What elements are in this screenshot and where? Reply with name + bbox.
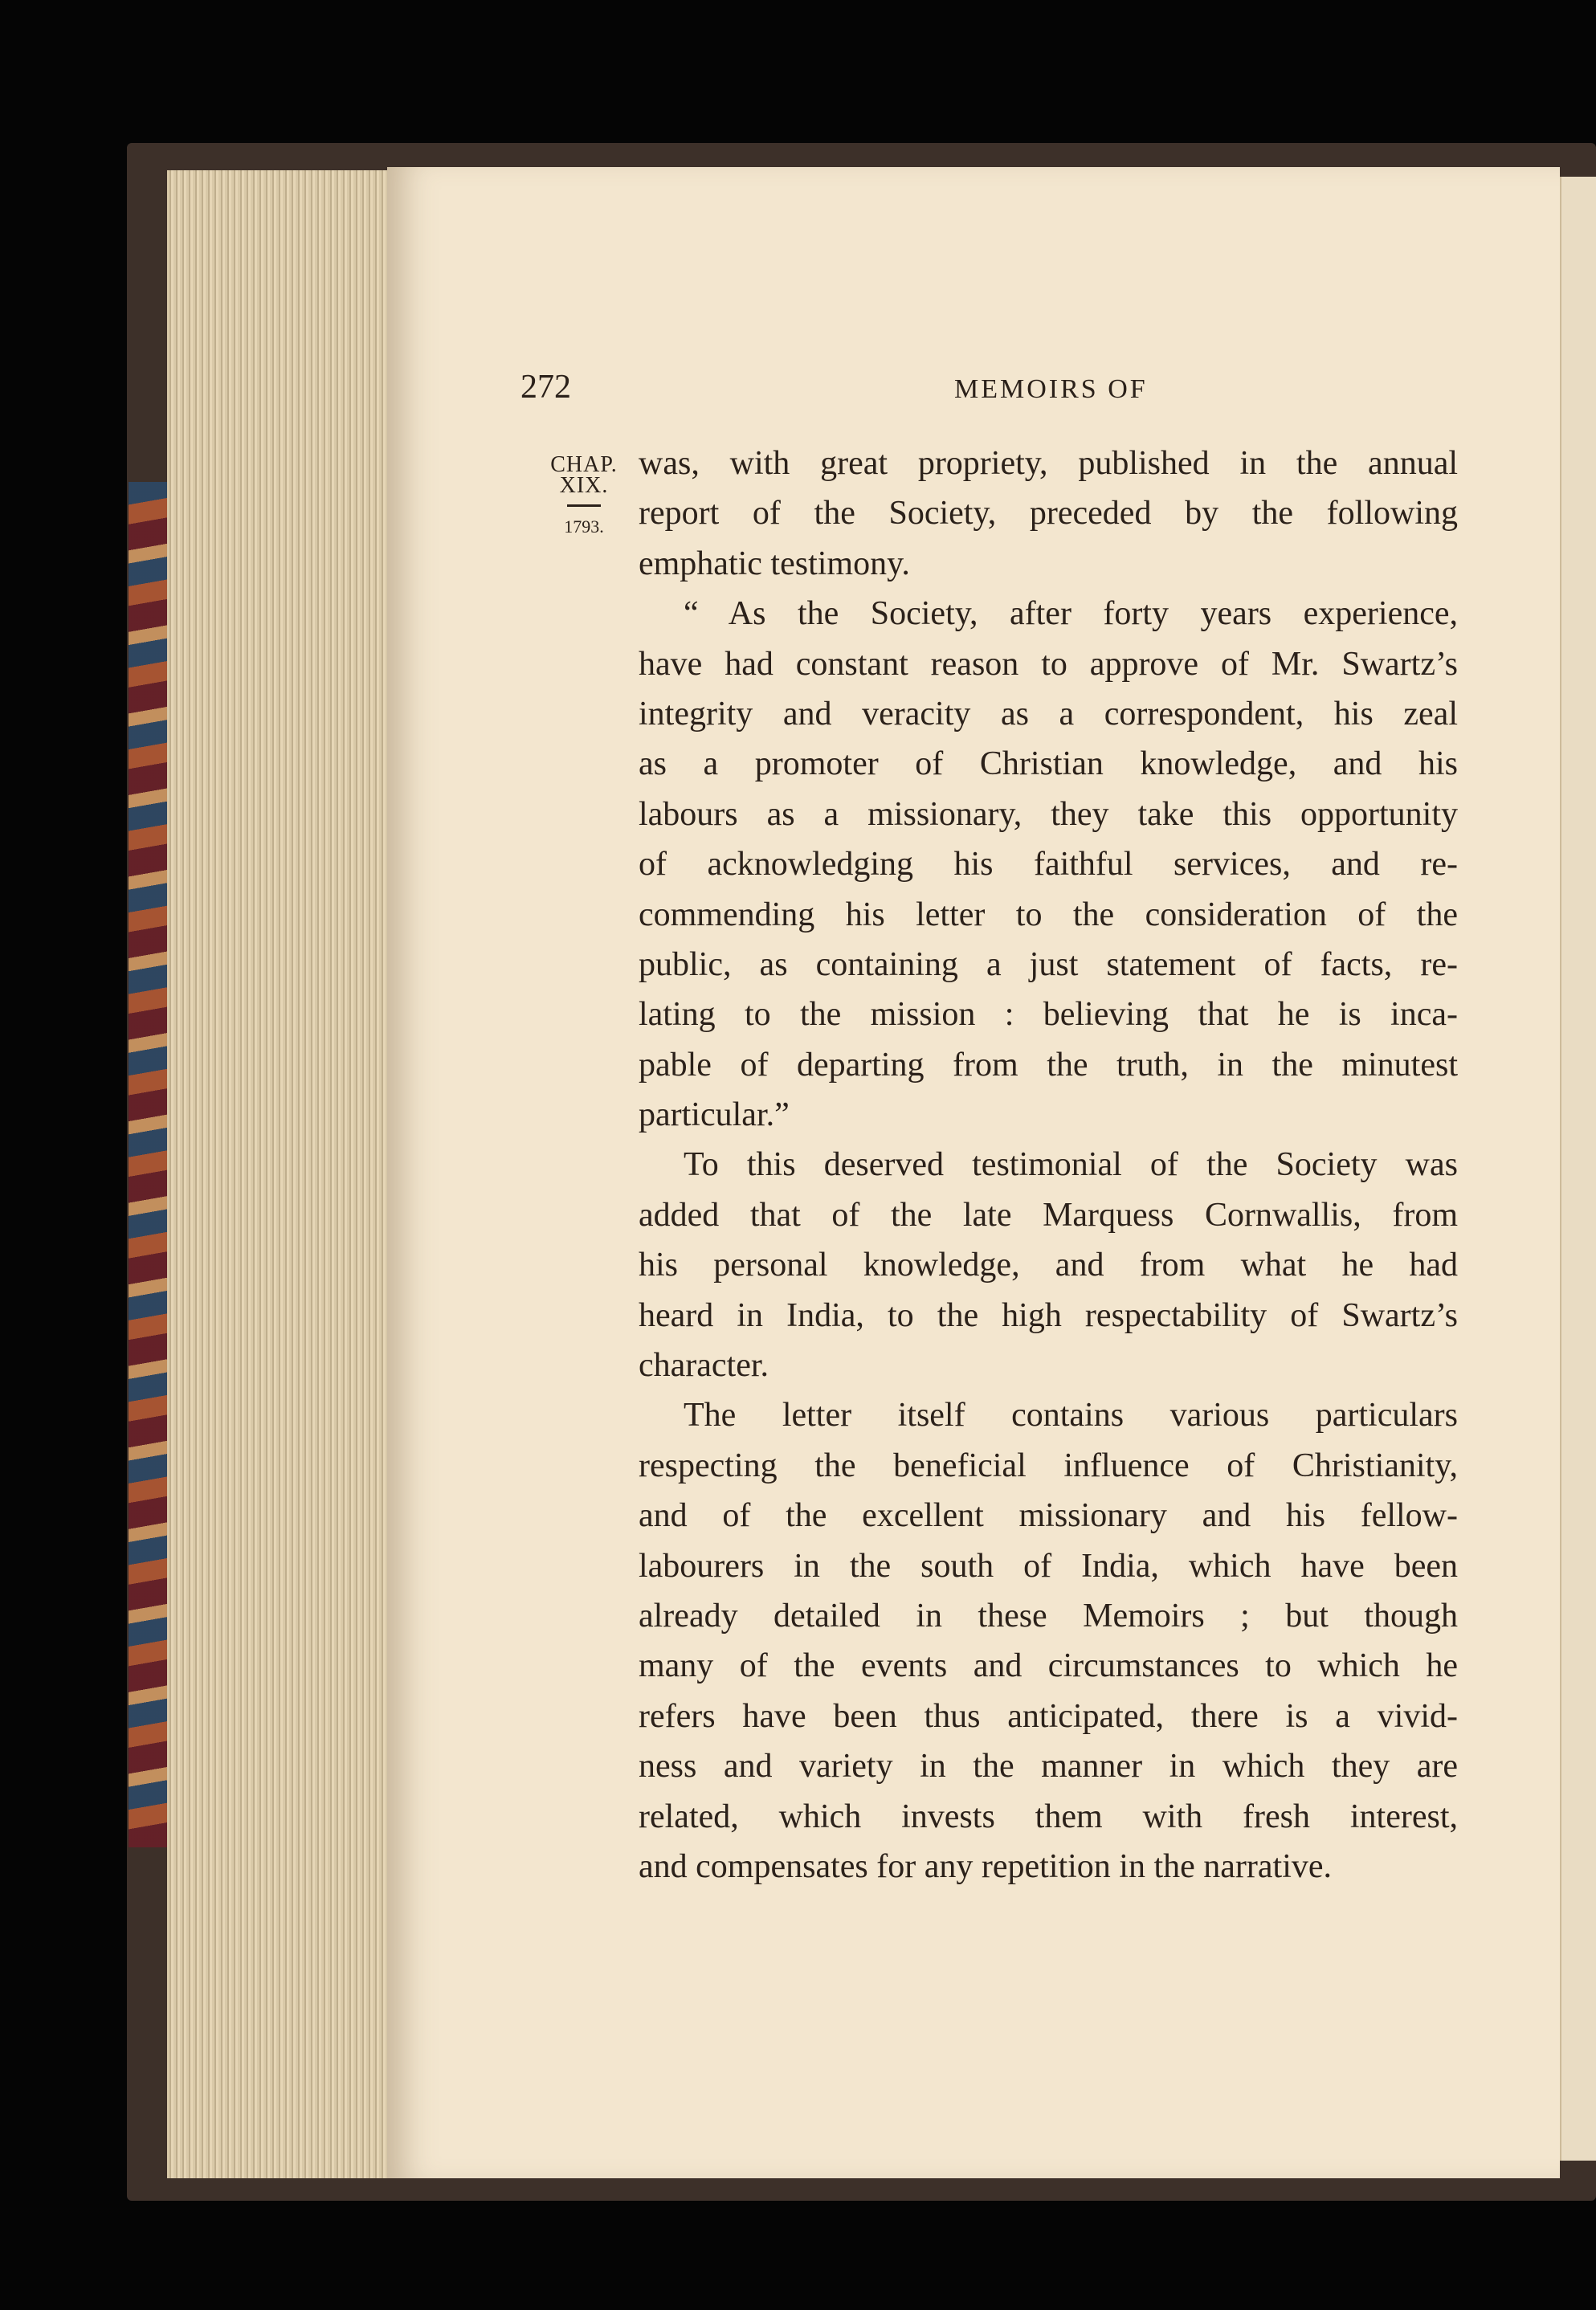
text-line: of acknowledging his faithful services, and re-	[639, 846, 1458, 884]
text-line: labours as a missionary, they take this opportunity	[639, 795, 1458, 833]
text-line: labourers in the south of India, which have been	[639, 1547, 1458, 1585]
margin-rule	[567, 504, 601, 507]
text-line: as a promoter of Christian knowledge, and his	[639, 745, 1458, 783]
text-line: public, as containing a just statement of facts, re-	[639, 945, 1458, 983]
margin-note	[532, 452, 636, 537]
text-line: ness and variety in the manner in which they are	[639, 1748, 1458, 1786]
text-line: particular.”	[639, 1096, 790, 1134]
text-line: already detailed in these Memoirs ; but though	[639, 1597, 1458, 1635]
text-line: and of the excellent missionary and his fellow-	[639, 1497, 1458, 1535]
text-line: his personal knowledge, and from what he had	[639, 1247, 1458, 1284]
text-line: respecting the beneficial influence of Christianity,	[639, 1447, 1458, 1484]
text-line: To this deserved testimonial of the Society was	[684, 1146, 1458, 1184]
margin-chapter-label: CHAP.	[550, 452, 618, 477]
text-line: integrity and veracity as a correspondent, his zeal	[639, 695, 1458, 733]
text-line: refers have been thus anticipated, there is a vivid-	[639, 1697, 1458, 1735]
text-line: character.	[639, 1347, 769, 1385]
text-line: was, with great propriety, published in the annual	[639, 445, 1458, 482]
page-edges	[167, 170, 392, 2178]
text-line: “ As the Society, after forty years experience,	[684, 595, 1458, 633]
text-line: pable of departing from the truth, in the minutest	[639, 1046, 1458, 1084]
text-line: The letter itself contains various particulars	[684, 1397, 1458, 1435]
text-line: added that of the late Marquess Cornwallis, from	[639, 1196, 1458, 1234]
text-line: emphatic testimony.	[639, 545, 910, 582]
text-line: and compensates for any repetition in the narrative.	[639, 1847, 1333, 1885]
page-number: 272	[520, 369, 571, 406]
text-line: many of the events and circumstances to which he	[639, 1647, 1458, 1685]
text-line: related, which invests them with fresh interest,	[639, 1798, 1458, 1835]
text-line: lating to the mission : believing that he is inca-	[639, 996, 1458, 1034]
margin-chapter-number: XIX.	[559, 473, 609, 498]
text-line: heard in India, to the high respectability of Swartz’s	[639, 1296, 1458, 1334]
text-line: have had constant reason to approve of Mr. Swartz’s	[639, 645, 1458, 683]
body-text	[639, 439, 1458, 1892]
margin-year: 1793.	[564, 516, 604, 537]
text-line: commending his letter to the consideration of the	[639, 896, 1458, 933]
marbled-edge	[129, 482, 169, 1847]
text-line: report of the Society, preceded by the following	[639, 495, 1458, 533]
facing-page-edge	[1560, 177, 1596, 2161]
running-head-title: MEMOIRS OF	[954, 374, 1148, 404]
